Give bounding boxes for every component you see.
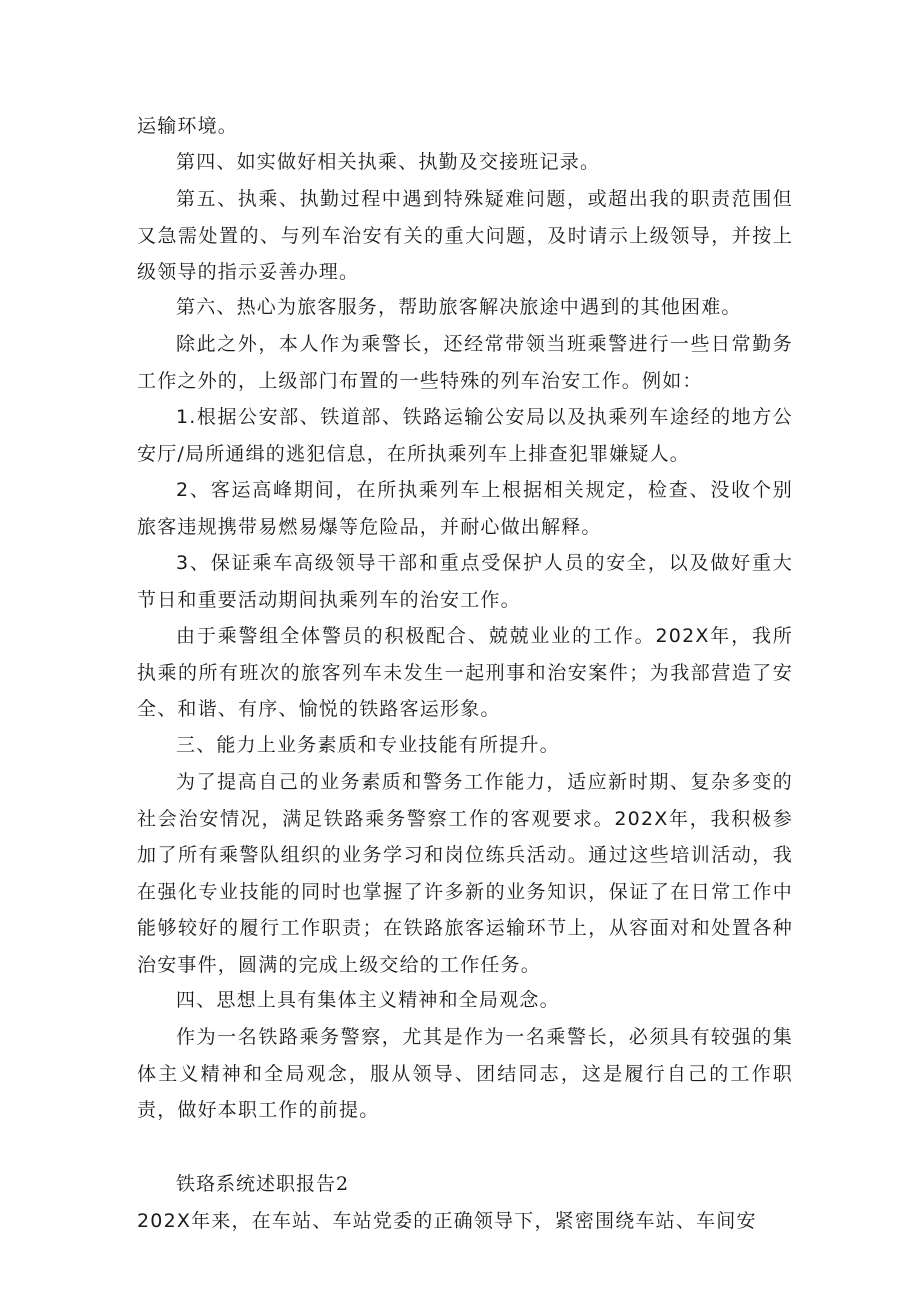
paragraph: 为了提高自己的业务素质和警务工作能力，适应新时期、复杂多变的社会治安情况，满足铁路乘务警察工作的客观要求。202X年，我积极参加了所有乘警队组织的业务学习和岗位练兵活动。通过这些培训活动，我在强化专业技能的同时也掌握了许多新的业务知识，保证了在日常工作中能够较好的履行工作职责；在铁路旅客运输环节上，从容面对和处置各种治安事件，圆满的完成上级交给的工作任务。 bbox=[137, 771, 793, 976]
paragraph: 1.根据公安部、铁道部、铁路运输公安局以及执乘列车途经的地方公安厅/局所通缉的逃犯信息，在所执乘列车上排查犯罪嫌疑人。 bbox=[137, 406, 793, 465]
paragraph: 由于乘警组全体警员的积极配合、兢兢业业的工作。202X年，我所执乘的所有班次的旅客列车未发生一起刑事和治安案件；为我部营造了安全、和谐、有序、愉悦的铁路客运形象。 bbox=[137, 625, 793, 720]
paragraph: 第五、执乘、执勤过程中遇到特殊疑难问题，或超出我的职责范围但又急需处置的、与列车治安有关的重大问题，及时请示上级领导，并按上级领导的指示妥善办理。 bbox=[137, 188, 793, 283]
paragraph: 3、保证乘车高级领导干部和重点受保护人员的安全，以及做好重大节日和重要活动期间执乘列车的治安工作。 bbox=[137, 552, 793, 611]
paragraph: 四、思想上具有集体主义精神和全局观念。 bbox=[176, 989, 560, 1011]
paragraph: 第六、热心为旅客服务，帮助旅客解决旅途中遇到的其他困难。 bbox=[176, 296, 742, 318]
paragraph: 2、客运高峰期间，在所执乘列车上根据相关规定，检查、没收个别旅客违规携带易燃易爆等危险品，并耐心做出解释。 bbox=[137, 479, 793, 538]
section-title: 铁珞系统述职报告2 bbox=[176, 1173, 350, 1195]
paragraph: 202X年来，在车站、车站党委的正确领导下，紧密围绕车站、车间安 bbox=[137, 1210, 757, 1232]
paragraph: 运输环境。 bbox=[137, 115, 239, 137]
paragraph: 除此之外，本人作为乘警长，还经常带领当班乘警进行一些日常勤务工作之外的，上级部门布置的一些特殊的列车治安工作。例如： bbox=[137, 333, 793, 392]
paragraph: 第四、如实做好相关执乘、执勤及交接班记录。 bbox=[176, 151, 601, 173]
paragraph: 三、能力上业务素质和专业技能有所提升。 bbox=[176, 734, 560, 756]
paragraph: 作为一名铁路乘务警察，尤其是作为一名乘警长，必须具有较强的集体主义精神和全局观念，服从领导、团结同志，这是履行自己的工作职责，做好本职工作的前提。 bbox=[137, 1026, 793, 1121]
